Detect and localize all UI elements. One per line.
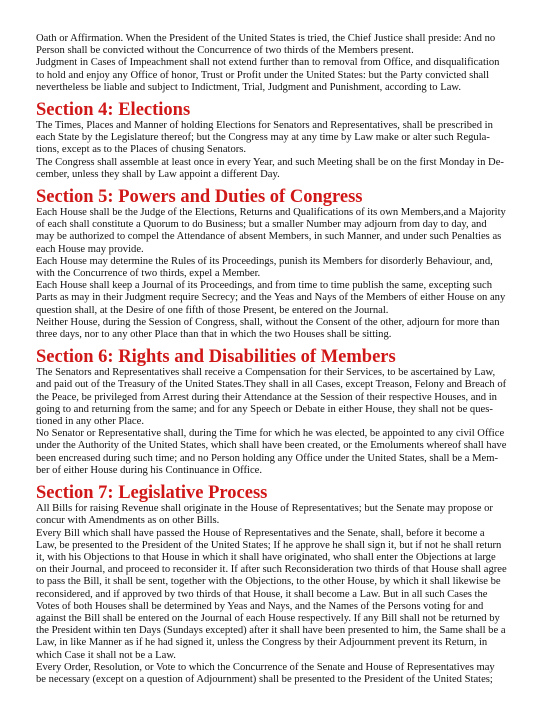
- text-line: three days, nor to any other Place than that in which the two Houses shall be sitting.: [36, 329, 392, 341]
- text-line: the President within ten Days (Sundays excepted) after it shall have been presented to him, the Same shall be a: [36, 625, 506, 637]
- text-line: nevertheless be liable and subject to Indictment, Trial, Judgment and Punishment, according to Law.: [36, 81, 462, 93]
- section-5: [36, 187, 533, 341]
- text-line: reconsidered, and if approved by two thirds of that House, it shall become a Law. But in all such Cases the: [36, 588, 488, 600]
- text-line: Person shall be convicted without the Concurrence of two thirds of the Members present.: [36, 45, 414, 57]
- section-4: [36, 100, 533, 181]
- text-line: The Times, Places and Manner of holding Elections for Senators and Representatives, shall be prescribed in: [36, 120, 493, 132]
- section-6: [36, 347, 533, 477]
- text-line: tioned in any other Place.: [36, 416, 144, 428]
- text-line: of each shall constitute a Quorum to do Business; but a smaller Number may adjourn from day to day, and: [36, 219, 487, 231]
- text-line: Every Bill which shall have passed the House of Representatives and the Senate, shall, before it become a: [36, 527, 485, 539]
- text-line: Oath or Affirmation. When the President of the United States is tried, the Chief Justice shall preside: And no: [36, 33, 496, 44]
- text-line: All Bills for raising Revenue shall originate in the House of Representatives; but the Senate may propose or: [36, 503, 493, 515]
- text-line: Votes of both Houses shall be determined by Yeas and Nays, and the Names of the Persons voting for and: [36, 600, 484, 612]
- text-line: cember, unless they shall by Law appoint a different Day.: [36, 168, 280, 180]
- text-line: going to and returning from the same; and for any Speech or Debate in either House, they shall not be ques-: [36, 403, 493, 415]
- text-line: it, with his Objections to that House in which it shall have originated, who shall enter the Objections at large: [36, 551, 496, 563]
- text-line: which Case it shall not be a Law.: [36, 649, 176, 661]
- text-line: each State by the Legislature thereof; but the Congress may at any time by Law make or alter such Regula-: [36, 132, 490, 144]
- text-line: against the Bill shall be entered on the Journal of each House respectively. If any Bill shall not be returned by: [36, 612, 500, 624]
- text-line: been encreased during such time; and no Person holding any Office under the United States, shall be a Mem-: [36, 452, 498, 464]
- text-line: Law, be presented to the President of the United States; If he approve he shall sign it, but if not he shall return: [36, 539, 502, 551]
- text-line: Neither House, during the Session of Congress, shall, without the Consent of the other, adjourn for more than: [36, 316, 500, 328]
- section-heading: Section 6: Rights and Disabilities of Members: [36, 347, 396, 368]
- text-line: The Congress shall assemble at least once in every Year, and such Meeting shall be on the first Monday in De-: [36, 156, 504, 168]
- text-line: ber of either House during his Continuance in Office.: [36, 464, 263, 476]
- text-line: under the Authority of the United States, which shall have been created, or the Emoluments whereof shall have: [36, 440, 507, 452]
- text-line: the Peace, be privileged from Arrest during their Attendance at the Session of their respective Houses, and in: [36, 391, 497, 403]
- text-line: question shall, at the Desire of one fifth of those Present, be entered on the Journal.: [36, 304, 389, 316]
- text-line: to hold and enjoy any Office of honor, Trust or Profit under the United States: but the Party convicted shall: [36, 69, 490, 81]
- section-heading: Section 7: Legislative Process: [36, 483, 268, 504]
- text-line: be necessary (except on a question of Adjournment) shall be presented to the President of the United States;: [36, 673, 493, 685]
- section-heading: Section 4: Elections: [36, 100, 191, 121]
- text-line: Each House shall be the Judge of the Elections, Returns and Qualifications of its own Members,and a Majority: [36, 207, 506, 219]
- text-line: concur with Amendments as on other Bills.: [36, 515, 220, 527]
- intro-paragraph: [36, 33, 533, 94]
- text-line: may be authorized to compel the Attendance of absent Members, in such Manner, and under such Penalties as: [36, 231, 502, 243]
- text-line: Each House may determine the Rules of its Proceedings, punish its Members for disorderly Behaviour, and,: [36, 255, 493, 267]
- text-line: The Senators and Representatives shall receive a Compensation for their Services, to be ascertained by Law,: [36, 367, 496, 379]
- text-line: and paid out of the Treasury of the United States.They shall in all Cases, except Treason, Felony and Breach of: [36, 379, 507, 391]
- text-line: Parts as may in their Judgment require Secrecy; and the Yeas and Nays of the Members of either House on any: [36, 292, 506, 304]
- text-line: on their Journal, and proceed to reconsider it. If after such Reconsideration two thirds of that House shall agree: [36, 564, 507, 576]
- text-line: Law, in like Manner as if he had signed it, unless the Congress by their Adjournment prevent its Return, in: [36, 637, 488, 649]
- text-line: No Senator or Representative shall, during the Time for which he was elected, be appointed to any civil Office: [36, 428, 505, 440]
- text-line: with the Concurrence of two thirds, expel a Member.: [36, 268, 261, 280]
- section-7: [36, 483, 533, 686]
- text-line: Judgment in Cases of Impeachment shall not extend further than to removal from Office, and disqualification: [36, 57, 500, 69]
- text-line: to pass the Bill, it shall be sent, together with the Objections, to the other House, by which it shall likewise be: [36, 576, 501, 588]
- text-line: Each House shall keep a Journal of its Proceedings, and from time to time publish the same, excepting such: [36, 280, 493, 292]
- section-heading: Section 5: Powers and Duties of Congress: [36, 187, 363, 208]
- text-line: each House may provide.: [36, 243, 144, 255]
- text-line: tions, except as to the Places of chusing Senators.: [36, 144, 247, 156]
- text-line: Every Order, Resolution, or Vote to which the Concurrence of the Senate and House of Representatives may: [36, 661, 495, 673]
